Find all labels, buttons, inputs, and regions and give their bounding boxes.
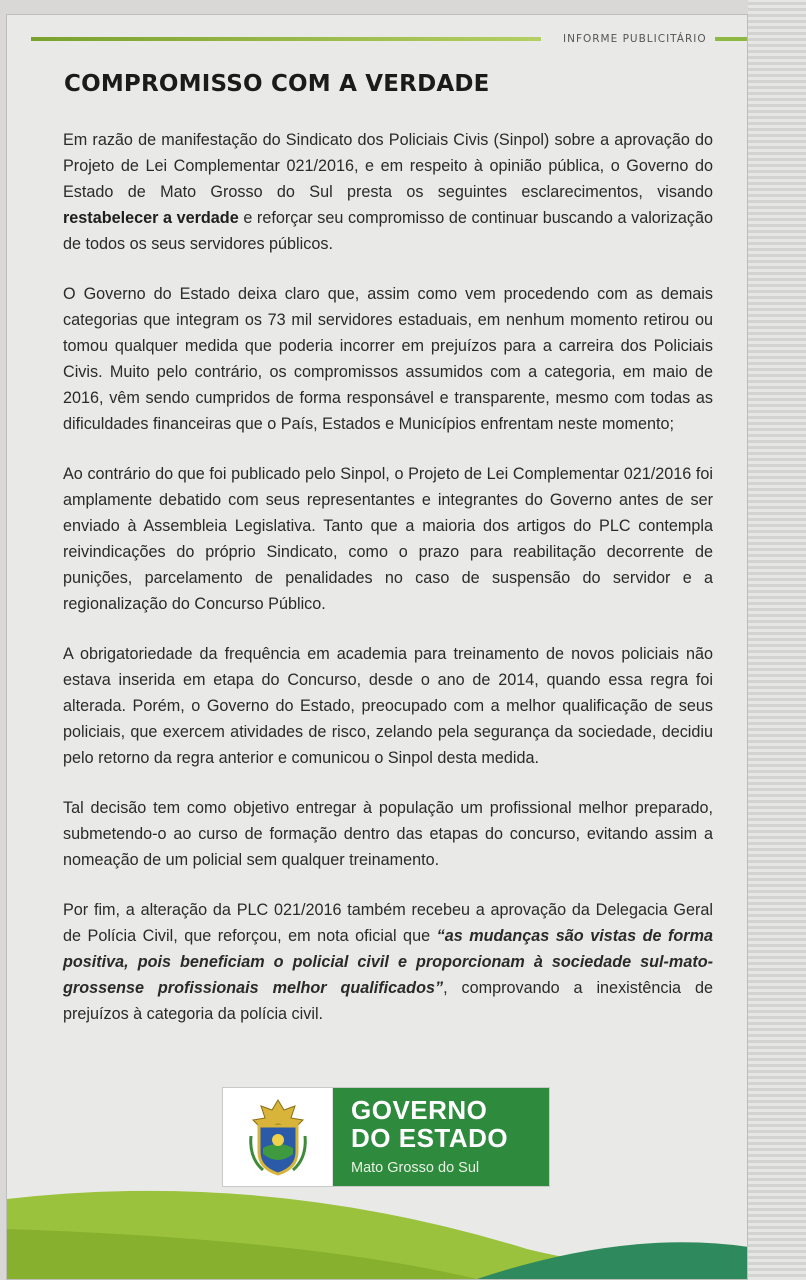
article-body [63,127,713,1051]
paragraph-4: A obrigatoriedade da frequência em academia para treinamento de novos policiais não estava inserida em etapa do Concurso, desde o ano de 2014, quando essa regra foi alterada. Porém, o Governo do Estado, preocupado com a melhor qualificação de seus policiais, que exercem atividades de risco, zelando pela segurança da sociedade, decidiu pelo retorno da regra anterior e comunicou o Sinpol desta medida. [63,645,713,767]
header-rule-right [715,37,748,41]
paragraph-6: Por fim, a alteração da PLC 021/2016 também recebeu a aprovação da Delegacia Geral de Polícia Civil, que reforçou, em nota oficial que “as mudanças são vistas de forma positiva, pois beneficiam o policial civil e proporcionam à sociedade sul-mato-grossense profissionais melhor qualificados”, comprovando a inexistência de prejuízos à categoria da polícia civil. [63,901,713,1023]
paragraph-5: Tal decisão tem como objetivo entregar à população um profissional melhor preparado, submetendo-o ao curso de formação dentro das etapas do concurso, evitando assim a nomeação de um policial sem qualquer treinamento. [63,799,713,869]
header-rule [31,37,541,41]
paragraph-2: O Governo do Estado deixa claro que, assim como vem procedendo com as demais categorias que integram os 73 mil servidores estaduais, em nenhum momento retirou ou tomou qualquer medida que poderia incorrer em prejuízos para a carreira dos Policiais Civis. Muito pelo contrário, os compromissos assumidos com a categoria, em maio de 2016, vêm sendo cumpridos de forma responsável e transparente, mesmo com todas as dificuldades financeiras que o País, Estados e Municípios enfrentam neste momento; [63,285,713,433]
emphasis-text: restabelecer a verdade [63,209,239,227]
footer-wave [7,1159,748,1279]
logo-line-2: DO ESTADO [351,1123,509,1153]
advertisement-page [6,14,748,1280]
logo-state-name: Mato Grosso do Sul [351,1160,480,1176]
logo-line-1: GOVERNO [351,1095,488,1125]
page-title: COMPROMISSO COM A VERDADE [64,71,490,97]
section-tag: INFORME PUBLICITÁRIO [563,33,707,45]
paragraph-3: Ao contrário do que foi publicado pelo Sinpol, o Projeto de Lei Complementar 021/2016 foi amplamente debatido com seus representantes e integrantes do Governo antes de ser enviado à Assembleia Legislativa. Tanto que a maioria dos artigos do PLC contempla reivindicações do próprio Sindicato, como o prazo para reabilitação decorrente de punições, parcelamento de penalidades no caso de suspensão do servidor e a regionalização do Concurso Público. [63,465,713,613]
newspaper-edge [748,0,806,1280]
paragraph-1: Em razão de manifestação do Sindicato dos Policiais Civis (Sinpol) sobre a aprovação do Projeto de Lei Complementar 021/2016, e em respeito à opinião pública, o Governo do Estado de Mato Grosso do Sul presta os seguintes esclarecimentos, visando restabelecer a verdade e reforçar seu compromisso de continuar buscando a valorização de todos os seus servidores públicos. [63,131,713,253]
quote-text: “as mudanças são vistas de forma positiva, pois beneficiam o policial civil e proporcionam à sociedade sul-mato-grossense profissionais melhor qualificados” [63,927,713,997]
